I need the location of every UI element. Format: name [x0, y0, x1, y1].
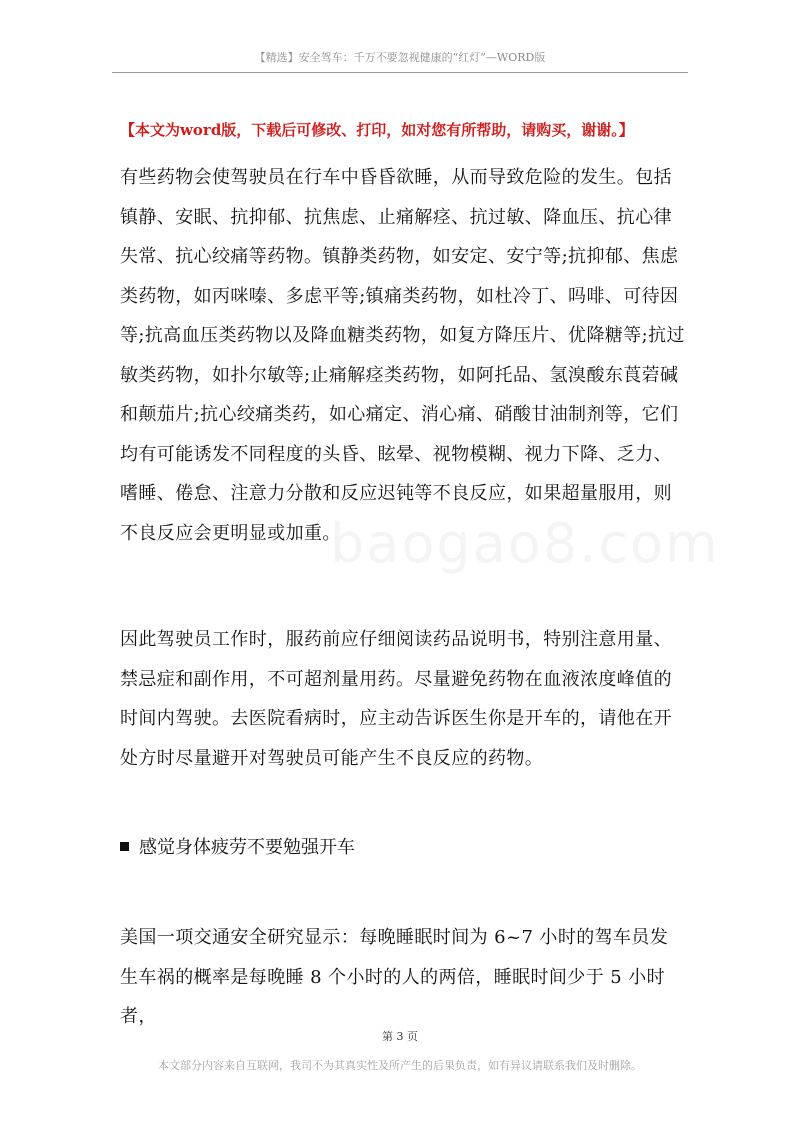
paragraph-driver-advice: 因此驾驶员工作时，服药前应仔细阅读药品说明书，特别注意用量、禁忌症和副作用，不可超剂量用药。尽量避免药物在血液浓度峰值的时间内驾驶。去医院看病时，应主动告诉医生你是开车的，请他在开处方时尽量避开对驾驶员可能产生不良反应的药物。 [120, 629, 672, 769]
watermark: baogao8.com [330, 512, 720, 575]
header-divider [112, 72, 688, 73]
bullet-square-icon [120, 842, 129, 851]
paragraph-drug-effects: 有些药物会使驾驶员在行车中昏昏欲睡，从而导致危险的发生。包括镇静、安眠、抗抑郁、抗焦虑、止痛解痉、抗过敏、降血压、抗心律失常、抗心绞痛等药物。镇静类药物，如安定、安宁等;抗抑郁、焦虑类药物，如丙咪嗪、多虑平等;镇痛类药物，如杜冷丁、吗啡、可待因等;抗高血压类药物以及降血糖类药物，如复方降压片、优降糖等;抗过敏类药物，如扑尔敏等;止痛解痉类药物，如阿托品、氢溴酸东莨菪碱和颠茄片;抗心绞痛类药，如心痛定、消心痛、硝酸甘油制剂等，它们均有可能诱发不同程度的头昏、眩晕、视物模糊、视力下降、乏力、嗜睡、倦怠、注意力分散和反应迟钝等不良反应，如果超量服用，则不良反应会更明显或加重。 [120, 167, 685, 544]
word-version-notice: 【本文为word版，下载后可修改、打印，如对您有所帮助，请购买，谢谢。】 [120, 121, 634, 139]
section-heading-text: 感觉身体疲劳不要勉强开车 [139, 837, 355, 858]
paragraph-sleep-study: 美国一项交通安全研究显示：每晚睡眠时间为 6~7 小时的驾车员发生车祸的概率是每晚睡 8 个小时的人的两倍，睡眠时间少于 5 小时者， [120, 927, 669, 1027]
page-number: 第 3 页 [382, 1030, 418, 1043]
section-heading-fatigue [120, 833, 355, 863]
page-header: 【精选】安全驾车：千万不要忽视健康的“红灯”—WORD版 [254, 51, 546, 64]
page-footer-disclaimer: 本文部分内容来自互联网，我司不为其真实性及所产生的后果负责，如有异议请联系我们及时删除。 [158, 1059, 642, 1072]
